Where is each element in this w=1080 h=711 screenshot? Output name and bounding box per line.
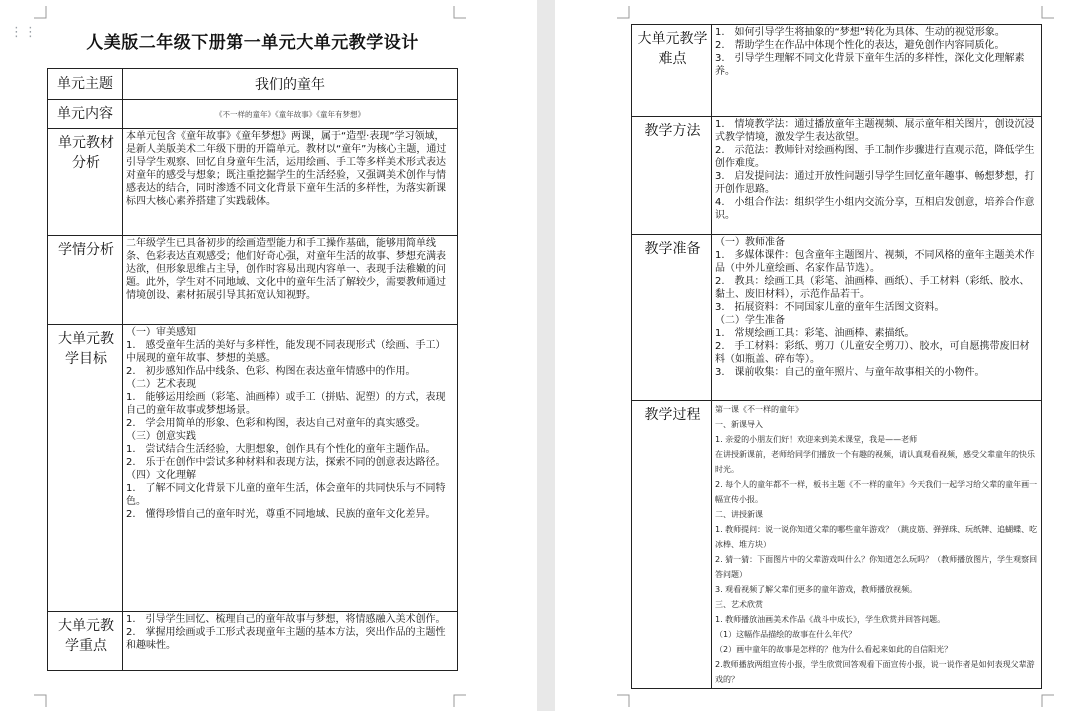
- student-analysis-text: 二年级学生已具备初步的绘画造型能力和手工操作基础，能够用简单线条、色彩表达直观感受；他们好奇心强，对童年生活的故事、梦想充满表达欲，但形象思维占主导，创作时容易出现内容单一、表现手法稚嫩的问题。此外，学生对不同地域、文化中的童年生活了解较少，需要教师通过情境创设、素材拓展引导其拓宽认知视野。: [123, 236, 458, 325]
- objective-line: 2. 初步感知作品中线条、色彩、构图在表达童年情感中的作用。: [126, 366, 416, 377]
- crop-mark-bottom-left: [34, 693, 48, 707]
- table-row: [632, 25, 1042, 117]
- crop-mark-top-left: [617, 6, 631, 20]
- process-line: 三、艺术欣赏: [715, 600, 763, 609]
- document-page-left: [0, 0, 537, 711]
- teaching-methods-text: [712, 117, 1042, 235]
- unit-key-points-text: [123, 612, 458, 671]
- preparation-line: 1. 常规绘画工具：彩笔、油画棒、素描纸。: [715, 328, 915, 339]
- objective-line: 2. 乐于在创作中尝试多种材料和表现方法，探索不同的创意表达路径。: [126, 457, 446, 468]
- process-line: 2. 每个人的童年都不一样，板书主题《不一样的童年》今天我们一起学习给父辈的童年画一幅宣传小报。: [715, 480, 1038, 504]
- objective-line: 1. 能够运用绘画（彩笔、油画棒）或手工（拼贴、泥塑）的方式，表现自己的童年故事或梦想场景。: [126, 392, 446, 416]
- table-row: [632, 235, 1042, 401]
- process-line: 在讲授新课前，老师给同学们播放一个有趣的视频，请认真观看视频，感受父辈童年的快乐时光。: [715, 450, 1035, 474]
- unit-difficulties-text: [712, 25, 1042, 117]
- unit-design-table-right: [631, 24, 1042, 689]
- process-line: 第一课《不一样的童年》: [715, 405, 803, 414]
- unit-objectives-text: [123, 325, 458, 612]
- row-label-unit-key-points: 大单元教学重点: [48, 612, 123, 671]
- row-label-unit-content: 单元内容: [48, 100, 123, 129]
- method-line: 2. 示范法：教师针对绘画构图、手工制作步骤进行直观示范，降低学生创作难度。: [715, 145, 1035, 169]
- row-label-textbook-analysis: 单元教材分析: [48, 129, 123, 236]
- row-label-teaching-methods: 教学方法: [632, 117, 712, 235]
- objective-line: 2. 懂得珍惜自己的童年时光，尊重不同地域、民族的童年文化差异。: [126, 509, 436, 520]
- table-row: [48, 236, 458, 325]
- process-line: 二、讲授新课: [715, 510, 763, 519]
- preparation-line: 2. 手工材料：彩纸、剪刀（儿童安全剪刀）、胶水，可自愿携带废旧材料（如瓶盖、碎布等）。: [715, 341, 1030, 365]
- method-line: 1. 情境教学法：通过播放童年主题视频、展示童年相关图片，创设沉浸式教学情境，激发学生表达欲望。: [715, 119, 1035, 143]
- page-gap: [537, 0, 555, 711]
- drag-handle-icon[interactable]: ⋮⋮: [10, 25, 38, 40]
- teaching-preparation-text: [712, 235, 1042, 401]
- unit-content-value: 《不一样的童年》《童年故事》《童年有梦想》: [123, 100, 458, 129]
- crop-mark-bottom-left: [617, 693, 631, 707]
- table-row: [48, 69, 458, 100]
- preparation-line: 1. 多媒体课件：包含童年主题图片、视频，不同风格的童年主题美术作品（中外儿童绘画、名家作品节选）。: [715, 250, 1035, 274]
- key-point-line: 2. 掌握用绘画或手工形式表现童年主题的基本方法，突出作品的主题性和趣味性。: [126, 627, 446, 651]
- method-line: 4. 小组合作法：组织学生小组内交流分享，互相启发创意，培养合作意识。: [715, 197, 1035, 221]
- table-row: [632, 401, 1042, 689]
- objective-line: 2. 学会用简单的形象、色彩和构图，表达自己对童年的真实感受。: [126, 418, 426, 429]
- key-point-line: 1. 引导学生回忆、梳理自己的童年故事与梦想，将情感融入美术创作。: [126, 614, 446, 625]
- process-line: 2.教师播放两组宣传小报，学生欣赏回答观看下面宣传小报，说一说作者是如何表现父辈游戏的？: [715, 660, 1035, 684]
- difficulty-line: 3. 引导学生理解不同文化背景下童年生活的多样性，深化文化理解素养。: [715, 53, 1025, 77]
- process-line: 2. 猜一猜：下面图片中的父辈游戏叫什么？你知道怎么玩吗？（教师播放图片，学生观察回答问题）: [715, 555, 1038, 579]
- unit-theme-value: 我们的童年: [123, 69, 458, 100]
- crop-mark-top-right: [1040, 6, 1054, 20]
- document-page-right: [555, 0, 1080, 711]
- process-line: （2）画中童年的故事是怎样的？他为什么看起来如此的自信阳光？: [715, 645, 953, 654]
- crop-mark-top-left: [34, 6, 48, 20]
- crop-mark-bottom-right: [452, 693, 466, 707]
- method-line: 3. 启发提问法：通过开放性问题引导学生回忆童年趣事、畅想梦想，打开创作思路。: [715, 171, 1035, 195]
- preparation-line: 3. 课前收集：自己的童年照片、与童年故事相关的小物件。: [715, 367, 985, 378]
- row-label-unit-objectives: 大单元教学目标: [48, 325, 123, 612]
- objective-line: （三）创意实践: [126, 431, 196, 442]
- crop-mark-top-right: [452, 6, 466, 20]
- crop-mark-bottom-right: [1040, 693, 1054, 707]
- preparation-line: （二）学生准备: [715, 315, 785, 326]
- objective-line: 1. 了解不同文化背景下儿童的童年生活，体会童年的共同快乐与不同特色。: [126, 483, 446, 507]
- process-line: （1）这幅作品描绘的故事在什么年代？: [715, 630, 857, 639]
- table-row: [632, 117, 1042, 235]
- table-row: [48, 129, 458, 236]
- row-label-unit-difficulties: 大单元教学难点: [632, 25, 712, 117]
- table-row: [48, 325, 458, 612]
- objective-line: 1. 感受童年生活的美好与多样性，能发现不同表现形式（绘画、手工）中展现的童年故事、梦想的美感。: [126, 340, 446, 364]
- row-label-teaching-process: 教学过程: [632, 401, 712, 689]
- unit-design-table-left: [47, 68, 458, 671]
- process-line: 1. 教师播放油画美术作品《战斗中成长》，学生欣赏并回答问题。: [715, 615, 946, 624]
- teaching-process-text: [712, 401, 1042, 689]
- row-label-unit-theme: 单元主题: [48, 69, 123, 100]
- textbook-analysis-text: 本单元包含《童年故事》《童年梦想》两课，属于“造型·表现”学习领域，是新人美版美术二年级下册的开篇单元。教材以“童年”为核心主题，通过引导学生观察、回忆自身童年生活，运用绘画、手工等多样美术形式表达对童年的感受与想象；既注重挖掘学生的生活经验，又强调美术创作与情感表达的结合，同时渗透不同文化背景下童年生活的多样性，为落实新课标四大核心素养搭建了实践载体。: [123, 129, 458, 236]
- process-line: 1. 亲爱的小朋友们好！欢迎来到美术课堂，我是——老师: [715, 435, 918, 444]
- preparation-line: 2. 教具：绘画工具（彩笔、油画棒、画纸）、手工材料（彩纸、胶水、黏土、废旧材料），示范作品若干。: [715, 276, 1030, 300]
- preparation-line: 3. 拓展资料：不同国家儿童的童年生活图文资料。: [715, 302, 945, 313]
- document-title: 人美版二年级下册第一单元大单元教学设计: [86, 33, 419, 53]
- row-label-teaching-preparation: 教学准备: [632, 235, 712, 401]
- difficulty-line: 1. 如何引导学生将抽象的“梦想”转化为具体、生动的视觉形象。: [715, 27, 1005, 38]
- process-line: 一、新课导入: [715, 420, 763, 429]
- objective-line: （二）艺术表现: [126, 379, 196, 390]
- preparation-line: （一）教师准备: [715, 237, 785, 248]
- table-row: [48, 100, 458, 129]
- difficulty-line: 2. 帮助学生在作品中体现个性化的表达，避免创作内容同质化。: [715, 40, 1005, 51]
- table-row: [48, 612, 458, 671]
- objective-line: （四）文化理解: [126, 470, 196, 481]
- objective-line: 1. 尝试结合生活经验，大胆想象，创作具有个性化的童年主题作品。: [126, 444, 436, 455]
- process-line: 1. 教师提问：说一说你知道父辈的哪些童年游戏？（跳皮筋、弹弹珠、玩纸牌、追蝴蝶、吃冰棒、堆方块）: [715, 525, 1038, 549]
- process-line: 3. 观看视频了解父辈们更多的童年游戏，教师播放视频。: [715, 585, 918, 594]
- objective-line: （一）审美感知: [126, 327, 196, 338]
- row-label-student-analysis: 学情分析: [48, 236, 123, 325]
